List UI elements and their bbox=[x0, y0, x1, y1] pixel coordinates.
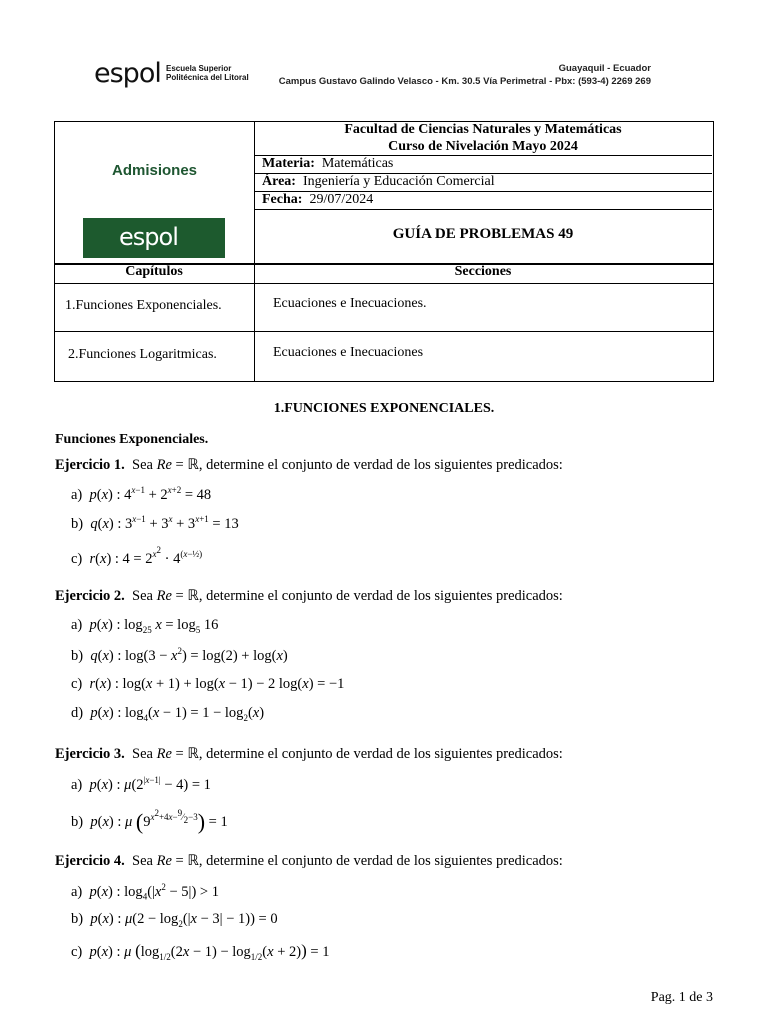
chapters-col-header: Capítulos bbox=[125, 264, 183, 279]
ex2-item-b: b) q(x) : $\log(3 - x^2) = \log(2) + \log(x)$ bbox=[71, 646, 288, 664]
sections-col-header: Secciones bbox=[454, 264, 512, 279]
espol-banner bbox=[83, 218, 225, 258]
ex1-item-c: c) r(x) : $4 = 2^{x^2} \cdot 4^{(x-\frac{1}{2})}$ bbox=[71, 545, 203, 567]
faculty-name: Facultad de Ciencias Naturales y Matemáticas bbox=[344, 122, 622, 137]
ex4-item-a: a) p(x) : $\log_4(|x^2 - 5|) > 1$ bbox=[71, 882, 219, 902]
ex3-item-b: b) p(x) : μ $(9^{x^2+4x-^9⁄_2-3}) = 1$ bbox=[71, 808, 228, 834]
banner-word: espol bbox=[119, 223, 178, 251]
ex1-item-a: a) p(x) : $4^{x-1} + 2^{x+2} = 48$ bbox=[71, 485, 212, 503]
ex3-item-a: a) p(x) : $\mu(2^{|x-1|} - 4) = 1$ bbox=[71, 775, 211, 793]
section-1: Ecuaciones e Inecuaciones. bbox=[273, 296, 427, 311]
exercise-1-intro-text: determine el conjunto de verdad de los siguientes predicados: bbox=[206, 457, 563, 473]
logo-sub-line-2: Politécnica del Litoral bbox=[166, 73, 249, 82]
area-label: Área: bbox=[262, 174, 296, 189]
subtitle: Funciones Exponenciales. bbox=[55, 432, 209, 447]
chapters-table bbox=[54, 264, 714, 382]
fecha-value: 29/07/2024 bbox=[309, 192, 374, 207]
exercise-3-intro: Ejercicio 3. Sea Re = ℝ, determine el conjunto de verdad de los siguientes predicados: bbox=[55, 746, 563, 762]
ex1-item-b: b) q(x) : $3^{x-1} + 3^x + 3^{x+1} = 13$ bbox=[71, 514, 239, 532]
exercise-4-intro-text: determine el conjunto de verdad de los siguientes predicados: bbox=[206, 853, 563, 869]
chapters-hline-1 bbox=[54, 283, 714, 284]
materia-label: Materia: bbox=[262, 156, 315, 171]
page-number: Pag. 1 de 3 bbox=[650, 990, 713, 1005]
logo-sub-line-1: Escuela Superior bbox=[166, 64, 232, 73]
chapters-divider bbox=[254, 264, 255, 382]
area-row bbox=[262, 174, 495, 190]
ex2-item-c: c) r(x) : log(x + 1) + log(x − 1) − 2 log(x) = −1 bbox=[71, 676, 345, 692]
exercise-2-intro-text: determine el conjunto de verdad de los siguientes predicados: bbox=[206, 588, 563, 604]
chapter-2: 2.Funciones Logaritmicas. bbox=[68, 347, 217, 362]
main-title: 1.FUNCIONES EXPONENCIALES. bbox=[273, 401, 495, 416]
ex2-item-d: d) p(x) : $\log_4(x - 1) = 1 - \log_2(x)$ bbox=[71, 705, 265, 723]
materia-row bbox=[262, 156, 393, 172]
section-2: Ecuaciones e Inecuaciones bbox=[273, 345, 424, 360]
exercise-2-label: Ejercicio 2. bbox=[55, 588, 125, 604]
materia-value: Matemáticas bbox=[321, 156, 394, 171]
admisiones-label: Admisiones bbox=[112, 162, 198, 179]
exercise-2-intro: Ejercicio 2. Sea Re = ℝ, determine el conjunto de verdad de los siguientes predicados: bbox=[55, 588, 563, 604]
course-name: Curso de Nivelación Mayo 2024 bbox=[388, 139, 578, 154]
espol-logo: espol bbox=[94, 58, 161, 89]
ex4-item-c: c) p(x) : μ $(\log_{1/2}(2x - 1) - \log_{1/2}(x + 2)) = 1$ bbox=[71, 941, 330, 962]
ex2-item-a: a) p(x) : $\log_{25} x = \log_5 16$ bbox=[71, 617, 219, 635]
exercise-1-intro: Ejercicio 1. Sea Re = ℝ, determine el conjunto de verdad de los siguientes predicados: bbox=[55, 457, 563, 473]
fecha-label: Fecha: bbox=[262, 192, 303, 207]
exercise-4-label: Ejercicio 4. bbox=[55, 853, 125, 869]
header-address: Campus Gustavo Galindo Velasco - Km. 30.5 Vía Perimetral - Pbx: (593-4) 2269 269 bbox=[278, 76, 651, 87]
chapters-hline-2 bbox=[54, 331, 714, 332]
exercise-3-intro-text: determine el conjunto de verdad de los siguientes predicados: bbox=[206, 746, 563, 762]
ex4-item-b: b) p(x) : $\mu(2 - \log_2(|x - 3| - 1)) = 0$ bbox=[71, 911, 278, 929]
info-hline-4 bbox=[254, 209, 712, 210]
fecha-row bbox=[262, 192, 373, 208]
chapter-1: 1.Funciones Exponenciales. bbox=[65, 298, 222, 313]
exercise-3-label: Ejercicio 3. bbox=[55, 746, 125, 762]
area-value: Ingeniería y Educación Comercial bbox=[302, 174, 495, 189]
exercise-4-intro: Ejercicio 4. Sea Re = ℝ, determine el conjunto de verdad de los siguientes predicados: bbox=[55, 853, 563, 869]
exercise-1-label: Ejercicio 1. bbox=[55, 457, 125, 473]
logo-subtitle bbox=[166, 64, 249, 82]
header-city: Guayaquil - Ecuador bbox=[558, 63, 651, 74]
info-heading bbox=[254, 121, 712, 155]
guide-title: GUÍA DE PROBLEMAS 49 bbox=[392, 226, 574, 242]
header-address-block bbox=[279, 62, 651, 88]
